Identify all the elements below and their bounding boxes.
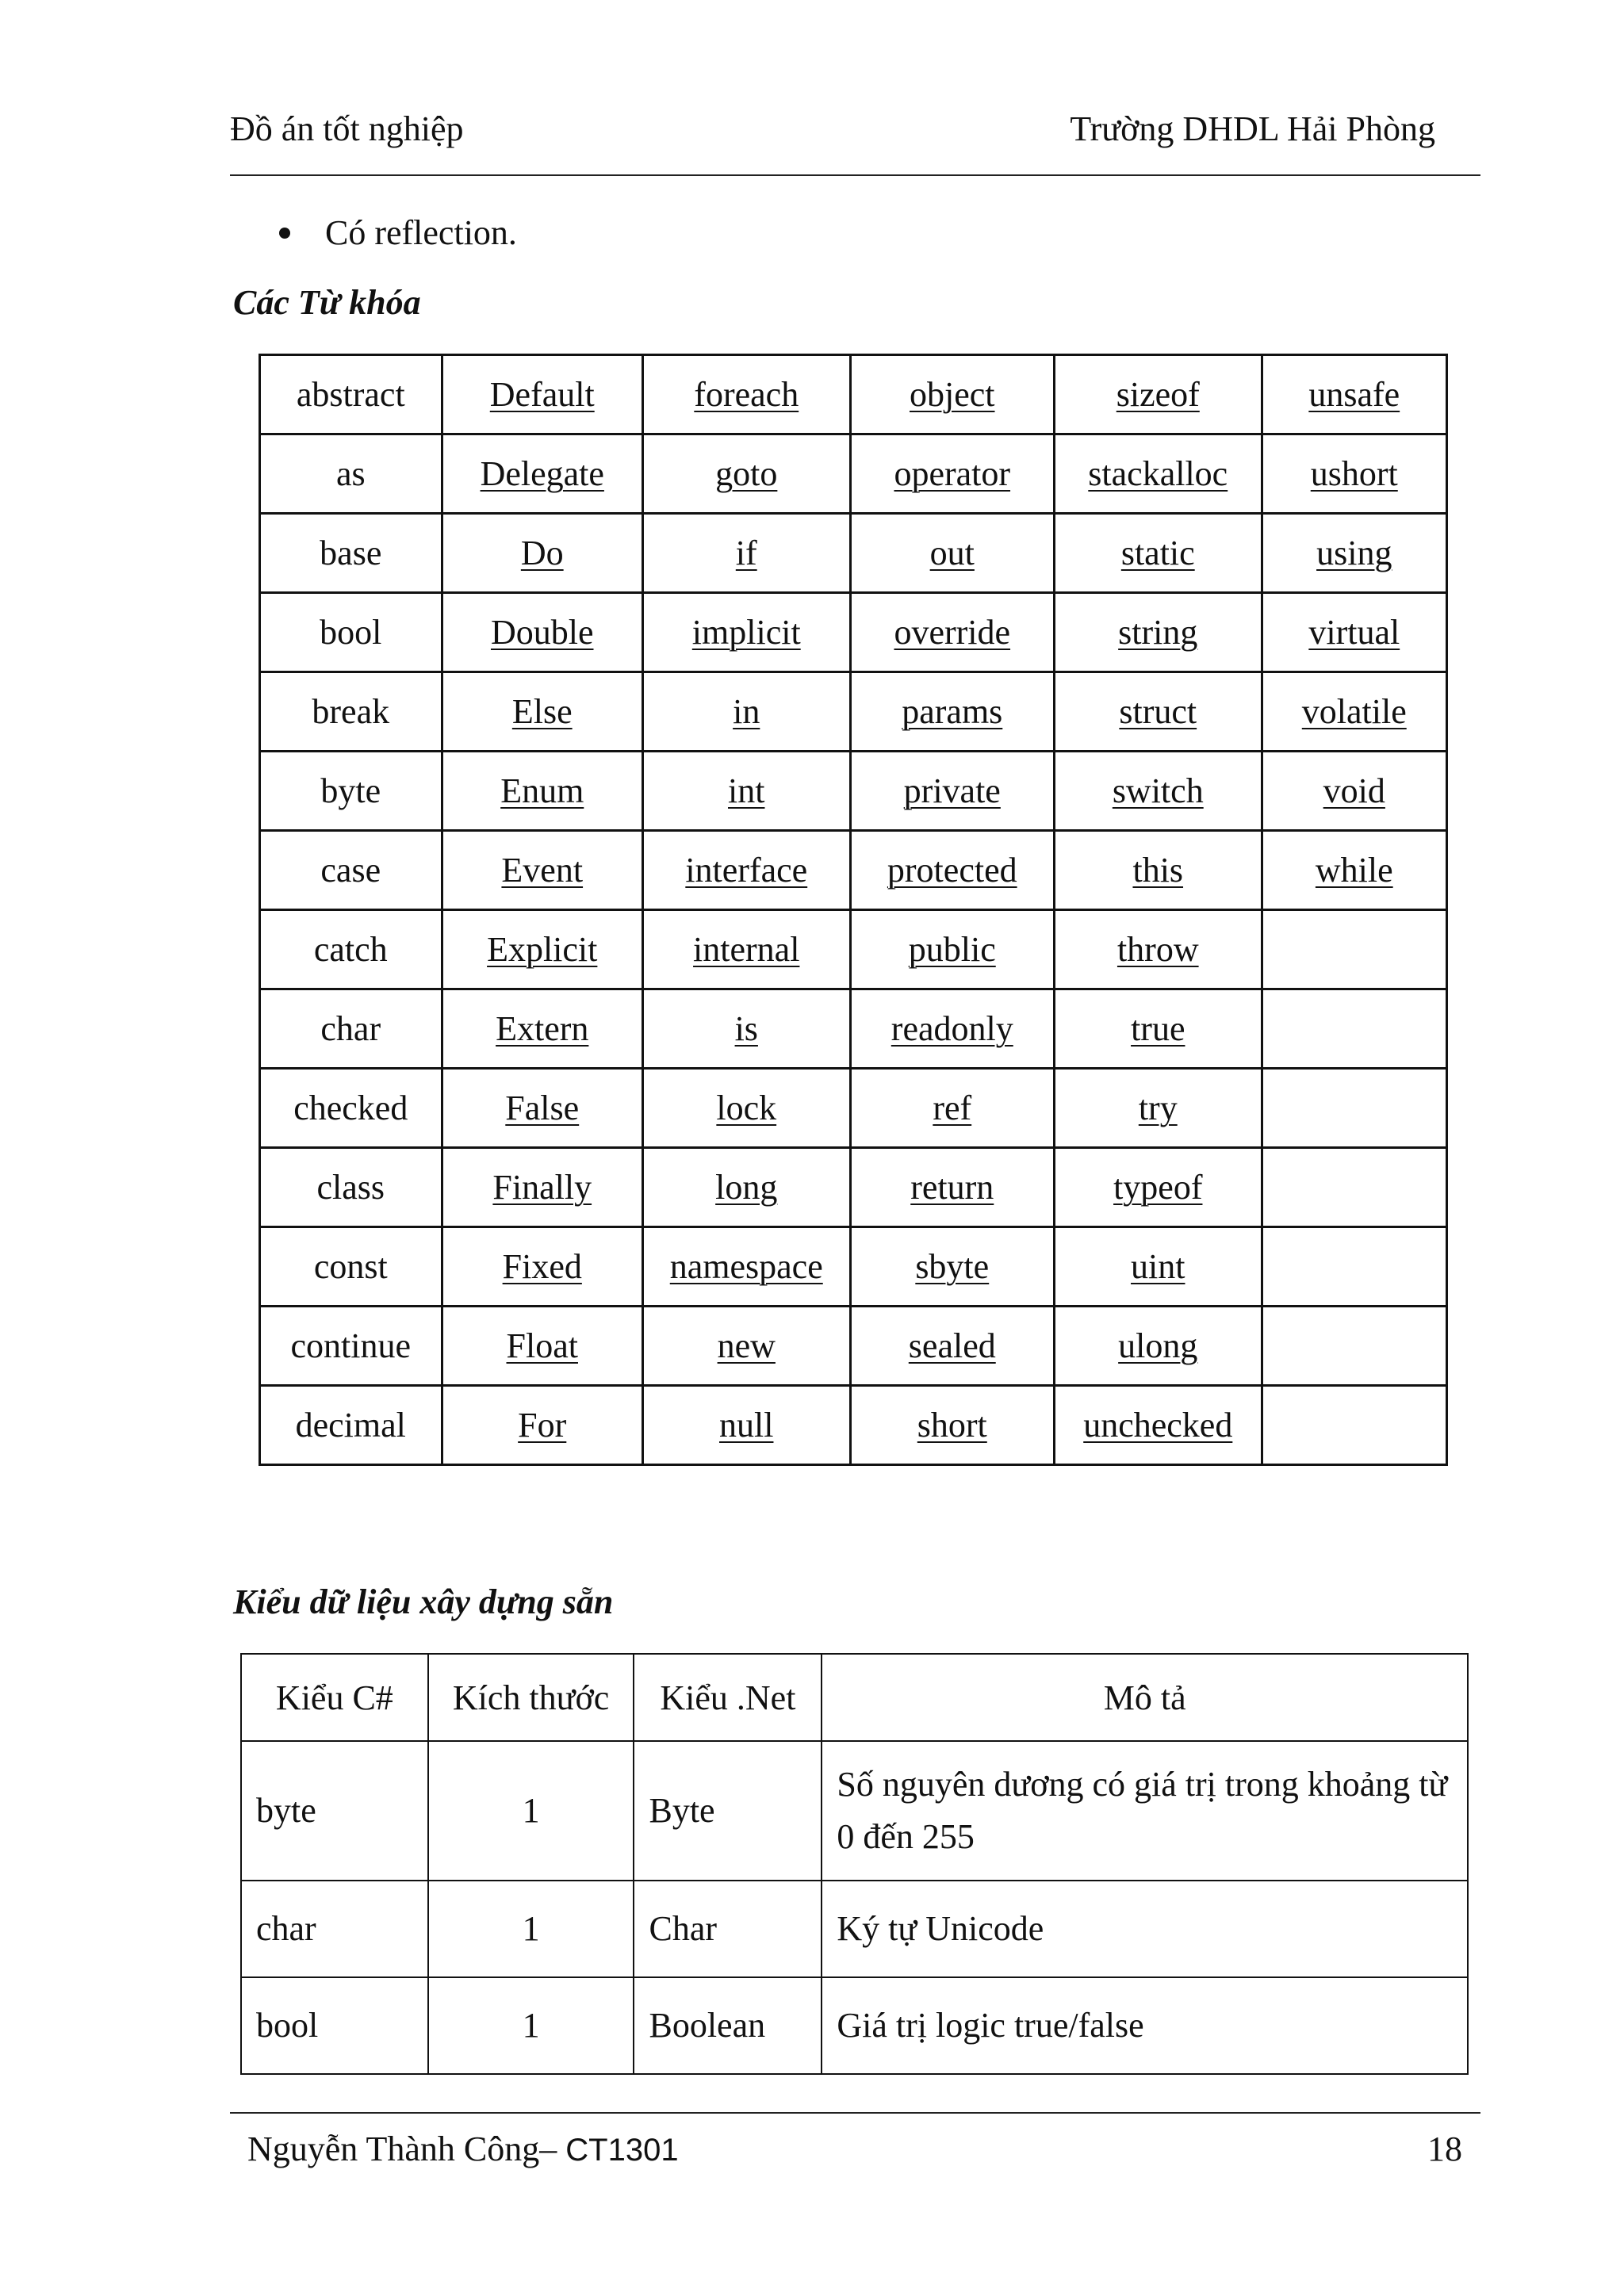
keyword-cell[interactable]: this <box>1054 831 1262 910</box>
keyword-cell[interactable]: implicit <box>642 593 850 672</box>
keywords-table <box>259 354 1448 1466</box>
keyword-cell[interactable]: internal <box>642 910 850 989</box>
keyword-row <box>260 434 1447 514</box>
keyword-cell[interactable]: void <box>1262 752 1446 831</box>
keyword-cell[interactable]: Double <box>442 593 642 672</box>
keyword-cell[interactable]: sizeof <box>1054 355 1262 434</box>
keyword-cell[interactable]: in <box>642 672 850 752</box>
keyword-cell[interactable]: out <box>850 514 1054 593</box>
col-header-dotnet-type: Kiểu .Net <box>634 1654 822 1741</box>
keyword-row <box>260 910 1447 989</box>
keyword-cell[interactable]: typeof <box>1054 1148 1262 1227</box>
keyword-cell[interactable]: unchecked <box>1054 1386 1262 1465</box>
keyword-cell[interactable]: Default <box>442 355 642 434</box>
dotnet-type-cell: Byte <box>634 1741 822 1881</box>
size-cell: 1 <box>428 1881 634 1977</box>
size-cell: 1 <box>428 1741 634 1881</box>
keyword-cell: as <box>260 434 442 514</box>
keyword-cell[interactable]: long <box>642 1148 850 1227</box>
keyword-row <box>260 672 1447 752</box>
csharp-type-cell: bool <box>241 1977 428 2074</box>
keywords-heading: Các Từ khóa <box>233 283 421 322</box>
empty-keyword-cell <box>1262 1148 1446 1227</box>
keyword-cell: decimal <box>260 1386 442 1465</box>
keyword-cell[interactable]: while <box>1262 831 1446 910</box>
keyword-cell[interactable]: using <box>1262 514 1446 593</box>
keyword-row <box>260 514 1447 593</box>
empty-keyword-cell <box>1262 1307 1446 1386</box>
keyword-cell[interactable]: False <box>442 1069 642 1148</box>
keyword-cell: checked <box>260 1069 442 1148</box>
bullet-text: Có reflection. <box>325 213 517 252</box>
header-right-school: Trường DHDL Hải Phòng <box>1070 109 1435 148</box>
col-header-description: Mô tả <box>822 1654 1468 1741</box>
keyword-cell[interactable]: static <box>1054 514 1262 593</box>
keyword-cell[interactable]: protected <box>850 831 1054 910</box>
page-header <box>230 105 1435 152</box>
keyword-cell: byte <box>260 752 442 831</box>
keyword-cell[interactable]: interface <box>642 831 850 910</box>
builtin-types-table <box>240 1653 1469 2075</box>
keyword-cell: bool <box>260 593 442 672</box>
keyword-cell[interactable]: virtual <box>1262 593 1446 672</box>
keyword-cell[interactable]: Float <box>442 1307 642 1386</box>
keyword-cell: case <box>260 831 442 910</box>
keyword-cell[interactable]: stackalloc <box>1054 434 1262 514</box>
keyword-cell[interactable]: ref <box>850 1069 1054 1148</box>
csharp-type-cell: char <box>241 1881 428 1977</box>
keyword-cell: abstract <box>260 355 442 434</box>
keyword-cell[interactable]: try <box>1054 1069 1262 1148</box>
keyword-cell[interactable]: operator <box>850 434 1054 514</box>
keyword-cell[interactable]: throw <box>1054 910 1262 989</box>
keyword-cell[interactable]: Do <box>442 514 642 593</box>
keyword-cell[interactable]: sealed <box>850 1307 1054 1386</box>
keyword-cell[interactable]: goto <box>642 434 850 514</box>
keyword-row <box>260 1148 1447 1227</box>
keyword-cell[interactable]: is <box>642 989 850 1069</box>
keyword-cell: const <box>260 1227 442 1307</box>
keyword-cell[interactable]: Fixed <box>442 1227 642 1307</box>
keyword-cell[interactable]: if <box>642 514 850 593</box>
empty-keyword-cell <box>1262 910 1446 989</box>
keyword-cell: base <box>260 514 442 593</box>
keyword-cell[interactable]: string <box>1054 593 1262 672</box>
table-row <box>241 1741 1468 1881</box>
keyword-cell[interactable]: unsafe <box>1262 355 1446 434</box>
footer-class-code: CT1301 <box>565 2132 679 2168</box>
keyword-cell[interactable]: new <box>642 1307 850 1386</box>
keyword-cell[interactable]: Extern <box>442 989 642 1069</box>
col-header-csharp-type: Kiểu C# <box>241 1654 428 1741</box>
keyword-cell[interactable]: Event <box>442 831 642 910</box>
keyword-cell[interactable]: ushort <box>1262 434 1446 514</box>
keyword-cell[interactable]: switch <box>1054 752 1262 831</box>
keyword-cell: char <box>260 989 442 1069</box>
description-cell: Số nguyên dương có giá trị trong khoảng từ 0 đến 255 <box>822 1741 1468 1881</box>
empty-keyword-cell <box>1262 989 1446 1069</box>
description-cell: Giá trị logic true/false <box>822 1977 1468 2074</box>
keyword-row <box>260 831 1447 910</box>
keyword-cell[interactable]: true <box>1054 989 1262 1069</box>
keyword-cell[interactable]: uint <box>1054 1227 1262 1307</box>
keyword-cell[interactable]: public <box>850 910 1054 989</box>
csharp-type-cell: byte <box>241 1741 428 1881</box>
footer-author-block <box>247 2129 679 2169</box>
keyword-row <box>260 1307 1447 1386</box>
keyword-cell[interactable]: override <box>850 593 1054 672</box>
keyword-row <box>260 355 1447 434</box>
keyword-cell[interactable]: short <box>850 1386 1054 1465</box>
keyword-cell[interactable]: Delegate <box>442 434 642 514</box>
keyword-cell: break <box>260 672 442 752</box>
keyword-cell[interactable]: sbyte <box>850 1227 1054 1307</box>
keyword-cell[interactable]: Finally <box>442 1148 642 1227</box>
header-divider <box>230 174 1480 176</box>
keyword-row <box>260 752 1447 831</box>
footer-author: Nguyễn Thành Công– <box>247 2129 566 2168</box>
keyword-cell[interactable]: Explicit <box>442 910 642 989</box>
dotnet-type-cell: Boolean <box>634 1977 822 2074</box>
keyword-cell[interactable]: ulong <box>1054 1307 1262 1386</box>
keyword-cell[interactable]: return <box>850 1148 1054 1227</box>
keyword-cell[interactable]: params <box>850 672 1054 752</box>
keyword-cell[interactable]: For <box>442 1386 642 1465</box>
bullet-item <box>279 212 517 253</box>
keyword-cell[interactable]: foreach <box>642 355 850 434</box>
keyword-cell: catch <box>260 910 442 989</box>
keyword-row <box>260 989 1447 1069</box>
types-header-row <box>241 1654 1468 1741</box>
description-cell: Ký tự Unicode <box>822 1881 1468 1977</box>
keyword-cell[interactable]: object <box>850 355 1054 434</box>
keyword-cell[interactable]: namespace <box>642 1227 850 1307</box>
keyword-cell: class <box>260 1148 442 1227</box>
empty-keyword-cell <box>1262 1069 1446 1148</box>
col-header-size: Kích thước <box>428 1654 634 1741</box>
keyword-cell[interactable]: struct <box>1054 672 1262 752</box>
size-cell: 1 <box>428 1977 634 2074</box>
table-row <box>241 1977 1468 2074</box>
keyword-cell[interactable]: lock <box>642 1069 850 1148</box>
keyword-cell[interactable]: readonly <box>850 989 1054 1069</box>
dotnet-type-cell: Char <box>634 1881 822 1977</box>
keyword-cell[interactable]: Else <box>442 672 642 752</box>
bullet-icon <box>279 228 290 239</box>
footer-divider <box>230 2112 1480 2114</box>
keyword-cell[interactable]: int <box>642 752 850 831</box>
empty-keyword-cell <box>1262 1227 1446 1307</box>
keyword-cell: continue <box>260 1307 442 1386</box>
keyword-row <box>260 593 1447 672</box>
empty-keyword-cell <box>1262 1386 1446 1465</box>
keyword-cell[interactable]: private <box>850 752 1054 831</box>
header-left-title: Đồ án tốt nghiệp <box>230 109 464 148</box>
table-row <box>241 1881 1468 1977</box>
keyword-cell[interactable]: volatile <box>1262 672 1446 752</box>
keyword-row <box>260 1227 1447 1307</box>
types-heading: Kiểu dữ liệu xây dựng sẵn <box>233 1582 614 1621</box>
keyword-cell[interactable]: Enum <box>442 752 642 831</box>
page-number: 18 <box>1427 2129 1462 2168</box>
page-footer <box>247 2125 1462 2172</box>
keyword-row <box>260 1069 1447 1148</box>
keyword-cell[interactable]: null <box>642 1386 850 1465</box>
keyword-row <box>260 1386 1447 1465</box>
